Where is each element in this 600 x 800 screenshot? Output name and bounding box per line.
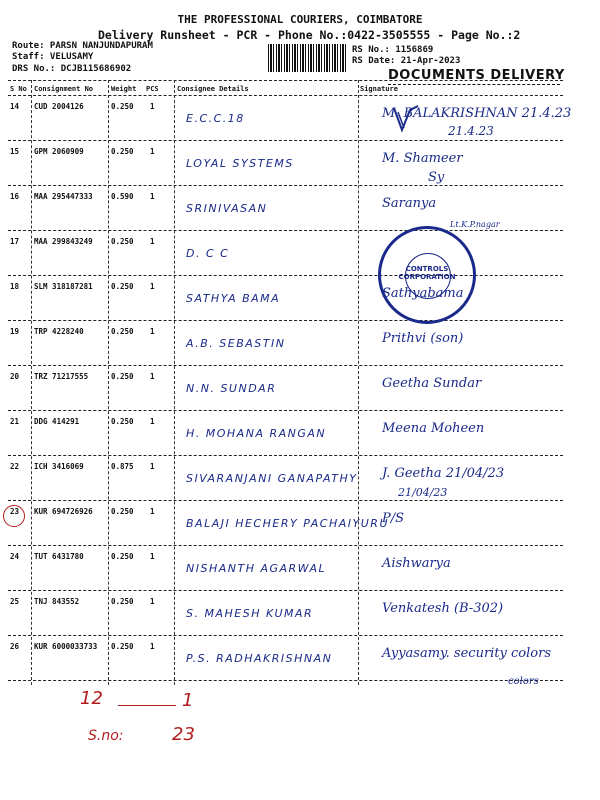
row-weight: 0.590 — [111, 192, 134, 201]
row-rule — [8, 140, 563, 141]
row-weight: 0.250 — [111, 597, 134, 606]
row-pcs: 1 — [150, 192, 155, 201]
row-consignment-no: CUD 2004126 — [34, 102, 84, 111]
rs-date: RS Date: 21-Apr-2023 — [352, 56, 461, 66]
row-rule — [8, 545, 563, 546]
row-pcs: 1 — [150, 327, 155, 336]
footer-count-left: 12 — [80, 688, 103, 709]
row-sno: 26 — [10, 642, 20, 651]
row-sno: 25 — [10, 597, 20, 606]
row-consignment-no: GPM 2060909 — [34, 147, 84, 156]
row-weight: 0.250 — [111, 507, 134, 516]
row-rule — [8, 275, 563, 276]
sig16-note: Lt.K.P.nagar — [450, 220, 500, 229]
row-consignee-handwritten: H. MOHANA RANGAN — [186, 427, 327, 440]
table-top-rule — [8, 80, 563, 81]
footer-count-right: 1 — [182, 690, 194, 711]
row-consignee-handwritten: LOYAL SYSTEMS — [186, 157, 294, 170]
row-weight: 0.250 — [111, 147, 134, 156]
row-signature: Ayyasamy. security colors — [382, 646, 551, 661]
route-label: Route: PARSN NANJUNDAPURAM — [12, 41, 153, 51]
row-sno: 23 — [10, 507, 20, 516]
row-sno: 20 — [10, 372, 20, 381]
col-sno: S No — [10, 85, 27, 93]
row-pcs: 1 — [150, 282, 155, 291]
row-weight: 0.250 — [111, 417, 134, 426]
row-signature: M. BALAKRISHNAN 21.4.23 — [382, 106, 572, 121]
row-signature: Aishwarya — [382, 556, 451, 571]
header-rule — [8, 95, 563, 96]
row-rule — [8, 680, 563, 681]
row-signature: Venkatesh (B-302) — [382, 601, 504, 616]
row-rule — [8, 320, 563, 321]
row-consignee-handwritten: NISHANTH AGARWAL — [186, 562, 327, 575]
row-pcs: 1 — [150, 417, 155, 426]
drs-label: DRS No.: DCJB115686902 — [12, 64, 132, 74]
documents-delivery-heading: DOCUMENTS DELIVERY — [388, 68, 565, 83]
row-consignee-handwritten: SRINIVASAN — [186, 202, 268, 215]
col-signature: Signature — [360, 85, 398, 93]
row-sno: 21 — [10, 417, 20, 426]
row-rule — [8, 410, 563, 411]
company-seal-stamp — [378, 226, 476, 324]
row-consignee-handwritten: BALAJI HECHERY PACHAIYURU — [186, 517, 389, 530]
row-rule — [8, 455, 563, 456]
row-rule — [8, 230, 563, 231]
row-rule — [8, 185, 563, 186]
row-weight: 0.875 — [111, 462, 134, 471]
row-consignment-no: DDG 414291 — [34, 417, 80, 426]
row-pcs: 1 — [150, 372, 155, 381]
divider-pcs — [174, 80, 175, 685]
row-consignment-no: TRP 4228240 — [34, 327, 84, 336]
row-weight: 0.250 — [111, 552, 134, 561]
tick-signature-icon — [388, 100, 428, 140]
col-consignee: Consignee Details — [177, 85, 249, 93]
row-consignment-no: TUT 6431780 — [34, 552, 84, 561]
row-consignee-handwritten: A.B. SEBASTIN — [186, 337, 286, 350]
footer-sno-value: 23 — [172, 724, 195, 745]
row-consignment-no: MAA 299843249 — [34, 237, 93, 246]
row-signature: Sathyabama — [382, 286, 464, 301]
row-consignment-no: SLM 318187281 — [34, 282, 93, 291]
row-consignee-handwritten: SATHYA BAMA — [186, 292, 281, 305]
row-pcs: 1 — [150, 147, 155, 156]
row-sno: 16 — [10, 192, 20, 201]
divider-consignment — [108, 80, 109, 685]
row-signature: J. Geetha 21/04/23 — [382, 466, 505, 481]
row-signature: P/S — [382, 511, 405, 526]
row-weight: 0.250 — [111, 327, 134, 336]
row-pcs: 1 — [150, 597, 155, 606]
sig22-date: 21/04/23 — [398, 486, 448, 499]
runsheet-subtitle: Delivery Runsheet - PCR - Phone No.:0422-3505555 - Page No.:2 — [98, 28, 521, 42]
row-consignment-no: MAA 295447333 — [34, 192, 93, 201]
sig15-mark: Sy — [428, 170, 445, 185]
row-sno: 19 — [10, 327, 20, 336]
row-consignee-handwritten: D. C C — [186, 247, 230, 260]
row-rule — [8, 635, 563, 636]
row-signature: M. Shameer — [382, 151, 463, 166]
stamp-text: CONTROLS CORPORATION — [398, 265, 456, 281]
row-weight: 0.250 — [111, 282, 134, 291]
row-rule — [8, 365, 563, 366]
row-consignment-no: ICH 3416069 — [34, 462, 84, 471]
row-pcs: 1 — [150, 552, 155, 561]
row-consignee-handwritten: P.S. RADHAKRISHNAN — [186, 652, 333, 665]
barcode-graphic — [268, 44, 346, 72]
row-signature: Meena Moheen — [382, 421, 485, 436]
sig14-date: 21.4.23 — [448, 124, 494, 138]
row-sno: 22 — [10, 462, 20, 471]
row-consignment-no: KUR 6000033733 — [34, 642, 98, 651]
company-title: THE PROFESSIONAL COURIERS, COIMBATORE — [177, 13, 423, 26]
rs-number: RS No.: 1156869 — [352, 45, 434, 55]
row-consignment-no: TNJ 843552 — [34, 597, 80, 606]
row-consignee-handwritten: N.N. SUNDAR — [186, 382, 277, 395]
divider-consignee — [358, 80, 359, 685]
divider-sno — [31, 80, 32, 685]
row-consignment-no: KUR 694726926 — [34, 507, 93, 516]
row-weight: 0.250 — [111, 237, 134, 246]
row-sno: 14 — [10, 102, 20, 111]
col-weight: Weight — [111, 85, 137, 93]
row-sno: 18 — [10, 282, 20, 291]
row-sno: 15 — [10, 147, 20, 156]
row23-circle-mark — [3, 505, 25, 527]
row-consignment-no: TRZ 71217555 — [34, 372, 89, 381]
row-pcs: 1 — [150, 642, 155, 651]
row-consignee-handwritten: SIVARANJANI GANAPATHY — [186, 472, 358, 485]
row-sno: 17 — [10, 237, 20, 246]
row-consignee-handwritten: S. MAHESH KUMAR — [186, 607, 314, 620]
row-sno: 24 — [10, 552, 20, 561]
row-signature: Geetha Sundar — [382, 376, 482, 391]
row-signature: Prithvi (son) — [382, 331, 464, 346]
row-consignee-handwritten: E.C.C.18 — [186, 112, 245, 125]
row-rule — [8, 500, 563, 501]
col-consignment: Consignment No — [34, 85, 94, 93]
row-pcs: 1 — [150, 462, 155, 471]
staff-label: Staff: VELUSAMY — [12, 52, 94, 62]
row-signature: Saranya — [382, 196, 437, 211]
footer-sno-label: S.no: — [88, 728, 124, 744]
row-pcs: 1 — [150, 507, 155, 516]
heading-underline — [388, 84, 560, 85]
row-pcs: 1 — [150, 102, 155, 111]
row-rule — [8, 590, 563, 591]
row-weight: 0.250 — [111, 372, 134, 381]
row-pcs: 1 — [150, 237, 155, 246]
row-weight: 0.250 — [111, 102, 134, 111]
row-weight: 0.250 — [111, 642, 134, 651]
footer-dash — [118, 705, 176, 706]
col-pcs: PCS — [146, 85, 159, 93]
sig26-colors: colors — [508, 676, 539, 687]
